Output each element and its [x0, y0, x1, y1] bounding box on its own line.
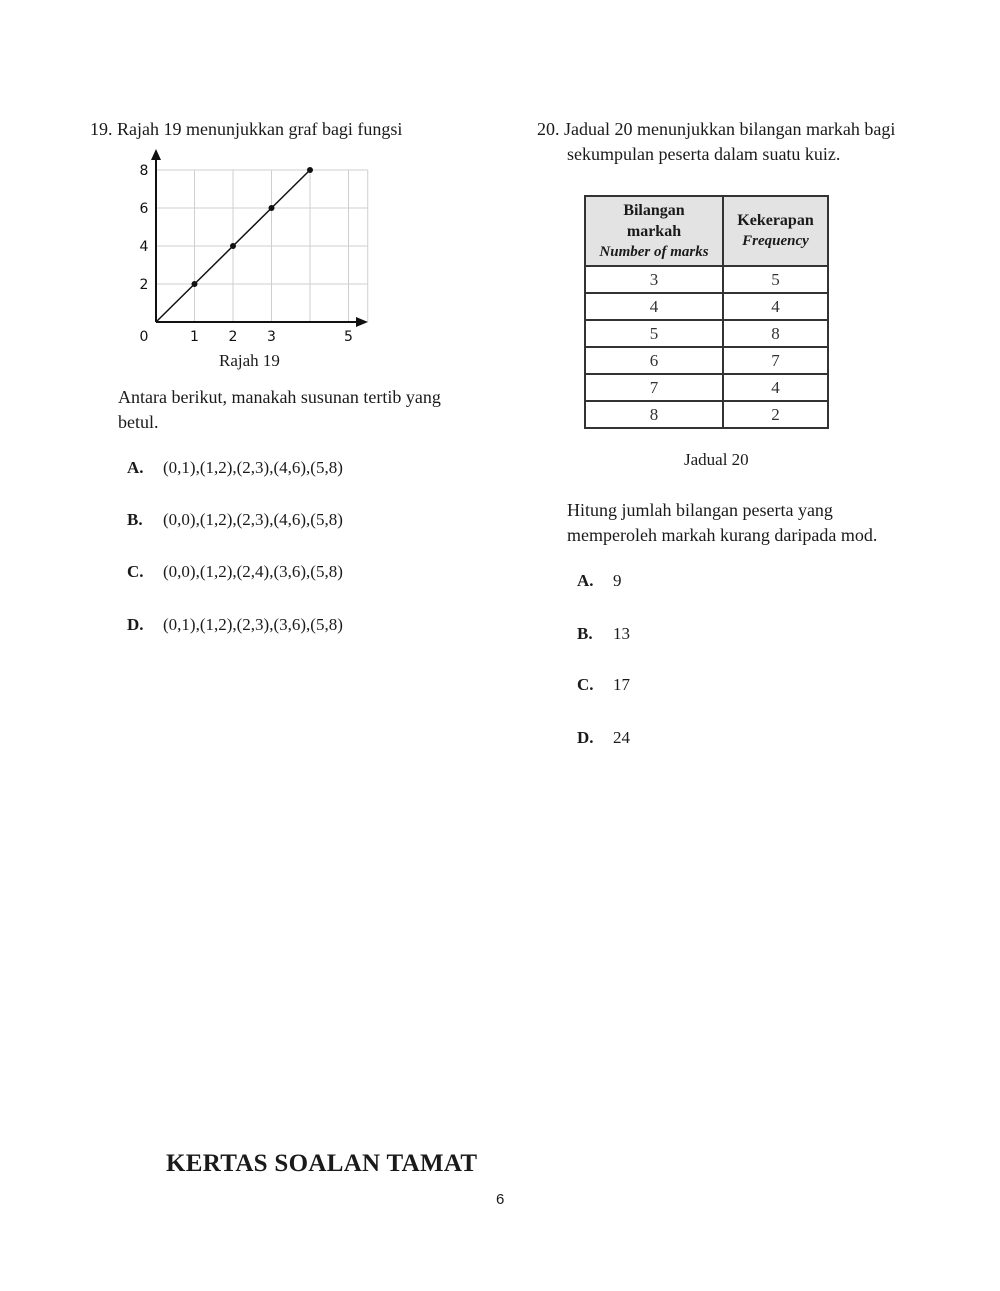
header-marks-line2: markah — [626, 222, 682, 240]
header-frequency-line1: Kekerapan — [737, 212, 814, 229]
q20-table-caption: Jadual 20 — [684, 450, 749, 469]
x-tick-label: 5 — [344, 329, 353, 345]
frequency-cell: 5 — [723, 266, 828, 293]
data-point — [192, 281, 198, 287]
data-point — [230, 243, 236, 249]
marks-cell: 8 — [585, 401, 723, 428]
header-marks-english: Number of marks — [599, 243, 709, 260]
table-row — [585, 401, 828, 428]
option-text: (0,1),(1,2),(2,3),(3,6),(5,8) — [163, 615, 343, 634]
origin-label: 0 — [139, 329, 149, 345]
table-row — [585, 347, 828, 374]
y-tick-label: 4 — [139, 239, 149, 255]
q19-option-d[interactable] — [127, 615, 343, 635]
option-label: D. — [127, 615, 144, 634]
option-label: C. — [127, 562, 144, 581]
table-header-row — [585, 196, 828, 266]
option-label: C. — [577, 675, 594, 694]
y-tick-label: 8 — [139, 163, 149, 179]
page-number: 6 — [496, 1191, 505, 1208]
q20-question-line2: sekumpulan peserta dalam suatu kuiz. — [567, 144, 841, 164]
q20-option-c[interactable] — [577, 675, 630, 695]
option-label: A. — [577, 571, 594, 590]
frequency-cell: 7 — [723, 347, 828, 374]
option-text: 9 — [613, 571, 622, 590]
q20-option-d[interactable] — [577, 728, 630, 748]
option-label: B. — [127, 510, 143, 529]
table-row — [585, 374, 828, 401]
q19-option-a[interactable] — [127, 458, 343, 478]
table-row — [585, 320, 828, 347]
q20-option-b[interactable] — [577, 624, 630, 644]
option-text: 13 — [613, 624, 630, 643]
q19-option-c[interactable] — [127, 562, 343, 582]
option-text: 24 — [613, 728, 630, 747]
option-text: (0,0),(1,2),(2,3),(4,6),(5,8) — [163, 510, 343, 529]
table-row — [585, 293, 828, 320]
end-of-paper-title: KERTAS SOALAN TAMAT — [166, 1150, 478, 1177]
q19-prompt — [118, 385, 441, 435]
option-label: B. — [577, 624, 593, 643]
marks-cell: 7 — [585, 374, 723, 401]
x-tick-label: 3 — [267, 329, 276, 345]
option-label: D. — [577, 728, 594, 747]
y-tick-label: 2 — [139, 277, 149, 293]
q19-prompt-line2: betul. — [118, 412, 159, 432]
q20-prompt-line1: Hitung jumlah bilangan peserta yang — [567, 500, 833, 520]
q19-question-text: 19. Rajah 19 menunjukkan graf bagi fungsi — [90, 119, 403, 139]
data-point — [269, 205, 275, 211]
marks-cell: 6 — [585, 347, 723, 374]
header-marks — [585, 196, 723, 266]
frequency-cell: 4 — [723, 293, 828, 320]
option-text: (0,1),(1,2),(2,3),(4,6),(5,8) — [163, 458, 343, 477]
q20-frequency-table — [584, 195, 829, 429]
header-frequency — [723, 196, 828, 266]
q19-option-b[interactable] — [127, 510, 343, 530]
x-tick-label: 1 — [190, 329, 199, 345]
frequency-cell: 2 — [723, 401, 828, 428]
q19-prompt-line1: Antara berikut, manakah susunan tertib yang — [118, 387, 441, 407]
marks-cell: 5 — [585, 320, 723, 347]
option-label: A. — [127, 458, 144, 477]
x-tick-label: 2 — [228, 329, 238, 345]
marks-cell: 4 — [585, 293, 723, 320]
q20-option-a[interactable] — [577, 571, 622, 591]
x-axis-arrow — [356, 317, 368, 327]
table-row — [585, 266, 828, 293]
data-point — [307, 167, 313, 173]
y-tick-label: 6 — [139, 201, 149, 217]
option-text: 17 — [613, 675, 630, 694]
graph-axes — [151, 149, 368, 327]
q20-prompt — [567, 498, 877, 548]
q19-figure-caption: Rajah 19 — [219, 351, 280, 370]
frequency-cell: 8 — [723, 320, 828, 347]
marks-cell: 3 — [585, 266, 723, 293]
y-axis-arrow — [151, 149, 161, 160]
option-text: (0,0),(1,2),(2,4),(3,6),(5,8) — [163, 562, 343, 581]
q20-question-text — [537, 117, 895, 167]
q20-prompt-line2: memperoleh markah kurang daripada mod. — [567, 525, 878, 545]
graph-tick-labels — [140, 163, 353, 345]
frequency-cell: 4 — [723, 374, 828, 401]
q20-question-line1: 20. Jadual 20 menunjukkan bilangan markah bagi — [537, 119, 896, 139]
header-frequency-english: Frequency — [742, 233, 809, 249]
graph-grid — [156, 170, 368, 322]
header-marks-line1: Bilangan — [623, 201, 685, 219]
q19-graph — [130, 148, 380, 348]
